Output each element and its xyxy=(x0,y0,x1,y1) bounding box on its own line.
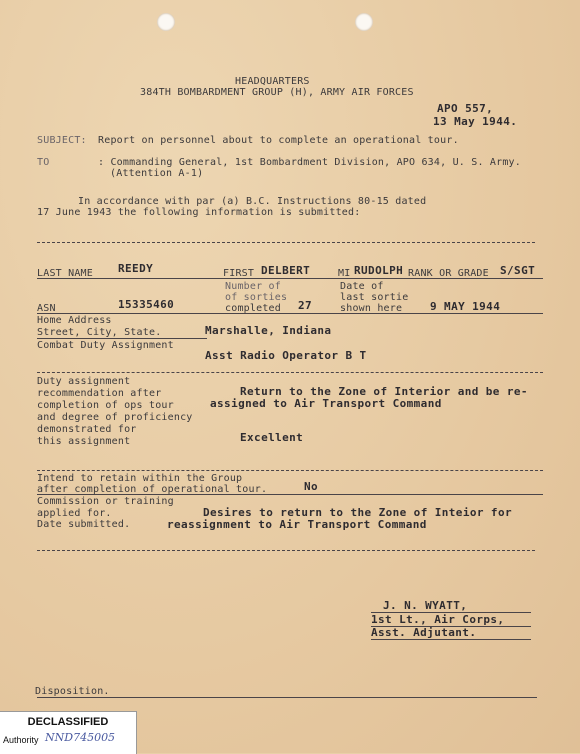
to-line-2: (Attention A-1) xyxy=(110,168,204,179)
last-sortie-label-2: last sortie xyxy=(340,292,409,303)
last-name-label: LAST NAME xyxy=(37,268,93,279)
commission-label-2: applied for. xyxy=(37,508,112,519)
duty-recommendation-2: assigned to Air Transport Command xyxy=(210,397,442,410)
middle-initial-label: MI xyxy=(338,268,351,279)
signature-rank: 1st Lt., Air Corps, xyxy=(371,613,505,626)
home-address-value: Marshalle, Indiana xyxy=(205,324,332,337)
divider-bottom xyxy=(37,550,535,551)
to-label: TO xyxy=(37,157,50,168)
signature-name: J. N. WYATT, xyxy=(383,599,468,612)
home-label-1: Home Address xyxy=(37,315,112,326)
declassified-title: DECLASSIFIED xyxy=(27,716,109,728)
duty-label-3: completion of ops tour xyxy=(37,400,174,411)
duty-recommendation-1: Return to the Zone of Interior and be re- xyxy=(240,385,528,398)
retain-row-rule xyxy=(37,494,543,495)
intro-line-2: 17 June 1943 the following information is submitted: xyxy=(37,207,361,218)
commission-label-3: Date submitted. xyxy=(37,519,131,530)
first-name-label: FIRST xyxy=(223,268,255,279)
asn-row-rule xyxy=(37,313,543,314)
asn-label: ASN xyxy=(37,303,56,314)
rank-label: RANK OR GRADE xyxy=(408,268,489,279)
combat-duty-label: Combat Duty Assignment xyxy=(37,340,174,351)
sorties-value: 27 xyxy=(298,299,313,312)
duty-label-2: recommendation after xyxy=(37,388,162,399)
sorties-label-2: of sorties xyxy=(225,292,288,303)
subject-label: SUBJECT: xyxy=(37,135,87,146)
last-sortie-label-1: Date of xyxy=(340,281,384,292)
letterhead-line-2: 384TH BOMBARDMENT GROUP (H), ARMY AIR FORCES xyxy=(140,87,414,98)
commission-value-2: reassignment to Air Transport Command xyxy=(167,518,427,531)
duty-label-1: Duty assignment xyxy=(37,376,131,387)
declassified-stamp xyxy=(0,711,137,754)
punch-hole-right xyxy=(355,13,373,31)
intro-line-1: In accordance with par (a) B.C. Instructions 80-15 dated xyxy=(78,196,427,207)
duty-row-rule xyxy=(37,470,543,471)
combat-duty-value: Asst Radio Operator B T xyxy=(205,349,367,362)
retain-label-2: after completion of operational tour. xyxy=(37,484,268,495)
duty-label-5: demonstrated for xyxy=(37,424,137,435)
authority-value: NND745005 xyxy=(45,731,116,744)
proficiency-value: Excellent xyxy=(240,431,304,444)
sorties-label-3: completed xyxy=(225,303,281,314)
first-name-value: DELBERT xyxy=(261,264,311,277)
middle-name-value: RUDOLPH xyxy=(354,264,404,277)
name-row-rule xyxy=(37,278,543,279)
last-sortie-value: 9 MAY 1944 xyxy=(430,300,501,313)
signature-title: Asst. Adjutant. xyxy=(371,626,477,639)
last-sortie-label-3: shown here xyxy=(340,303,403,314)
retain-value: No xyxy=(304,480,319,493)
subject-text: Report on personnel about to complete an operational tour. xyxy=(98,135,459,146)
duty-label-6: this assignment xyxy=(37,436,131,447)
commission-value-1: Desires to return to the Zone of Inteior for xyxy=(203,506,512,519)
signature-rule-3 xyxy=(371,639,531,640)
duty-label-4: and degree of proficiency xyxy=(37,412,193,423)
letterhead-line-1: HEADQUARTERS xyxy=(235,76,310,87)
asn-value: 15335460 xyxy=(118,298,175,311)
punch-hole-left xyxy=(157,13,175,31)
disposition-label: Disposition. xyxy=(35,686,110,697)
combat-row-rule xyxy=(37,372,543,373)
divider-top xyxy=(37,242,535,243)
authority-label: Authority xyxy=(3,735,39,745)
commission-label-1: Commission or training xyxy=(37,496,174,507)
home-label-2: Street, City, State. xyxy=(37,327,162,338)
rank-value: S/SGT xyxy=(500,264,536,277)
sorties-label-1: Number of xyxy=(225,281,281,292)
apo-number: APO 557, xyxy=(437,102,494,115)
home-row-rule xyxy=(37,338,207,339)
disposition-rule xyxy=(37,697,537,698)
document-date: 13 May 1944. xyxy=(433,115,518,128)
retain-label-1: Intend to retain within the Group xyxy=(37,473,243,484)
last-name-value: REEDY xyxy=(118,262,154,275)
to-line-1: : Commanding General, 1st Bombardment Division, APO 634, U. S. Army. xyxy=(98,157,521,168)
